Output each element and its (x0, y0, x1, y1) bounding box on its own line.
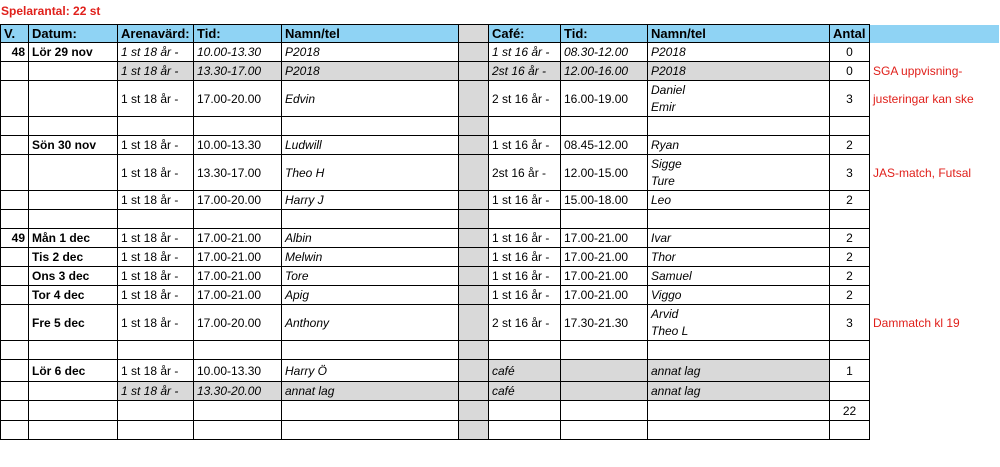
table-row (1, 229, 1000, 248)
date-cell[interactable] (29, 155, 118, 191)
count-cell[interactable]: 2 (830, 248, 870, 267)
note-text: SGA uppvisning- (873, 64, 963, 78)
total-row (1, 401, 1000, 421)
count-cell[interactable]: 1 (830, 360, 870, 382)
date-cell[interactable]: Fre 5 dec (29, 305, 118, 341)
name-cell[interactable]: Theo H (282, 155, 459, 191)
separator-cell[interactable] (459, 421, 489, 440)
cafe-name-line: Emir (651, 99, 676, 114)
week-cell[interactable] (1, 360, 29, 382)
count-cell[interactable]: 2 (830, 267, 870, 286)
cafe-time-cell[interactable]: 12.00-15.00 (561, 155, 648, 191)
arena-cell[interactable]: 1 st 18 år - (118, 267, 194, 286)
cafe-cell[interactable]: 2 st 16 år - (489, 81, 561, 117)
cafe-cell[interactable]: 1 st 16 år - (489, 267, 561, 286)
cafe-name-cell[interactable] (648, 155, 830, 191)
header-cafe[interactable]: Café: (489, 25, 561, 43)
cafe-cell[interactable]: 1 st 16 år - (489, 43, 561, 62)
table-row (1, 382, 1000, 401)
time-cell[interactable]: 17.00-21.00 (194, 267, 282, 286)
cafe-name-line: Theo L (651, 323, 689, 338)
cafe-name-line: Sigge (651, 156, 682, 171)
cafe-cell[interactable]: 1 st 16 år - (489, 191, 561, 210)
cafe-name-line: Ture (651, 173, 675, 188)
cafe-time-cell[interactable]: 17.00-21.00 (561, 267, 648, 286)
header-antal[interactable]: Antal (830, 25, 870, 43)
cafe-name-cell[interactable]: Samuel (648, 267, 830, 286)
cafe-cell[interactable]: 2st 16 år - (489, 62, 561, 81)
date-cell[interactable]: Ons 3 dec (29, 267, 118, 286)
week-cell[interactable] (1, 136, 29, 155)
cafe-name-cell[interactable] (648, 81, 830, 117)
header-namn-arena[interactable]: Namn/tel (282, 25, 459, 43)
cafe-time-cell[interactable]: 17.30-21.30 (561, 305, 648, 341)
time-cell[interactable]: 17.00-21.00 (194, 286, 282, 305)
date-cell[interactable] (29, 191, 118, 210)
time-cell[interactable]: 10.00-13.30 (194, 43, 282, 62)
separator-cell[interactable] (459, 401, 489, 421)
week-cell[interactable]: 48 (1, 43, 29, 62)
header-tid-arena[interactable]: Tid: (194, 25, 282, 43)
separator-cell[interactable] (459, 25, 489, 43)
table-row (1, 360, 1000, 382)
separator-cell[interactable] (459, 62, 489, 81)
separator-cell[interactable] (459, 117, 489, 136)
note-text: Dammatch kl 19 (873, 315, 960, 330)
date-cell[interactable]: Tis 2 dec (29, 248, 118, 267)
name-cell[interactable]: Ludwill (282, 136, 459, 155)
time-cell[interactable]: 17.00-20.00 (194, 305, 282, 341)
name-cell[interactable]: Apig (282, 286, 459, 305)
arena-cell[interactable]: 1 st 18 år - (118, 136, 194, 155)
count-cell[interactable] (830, 382, 870, 401)
cafe-cell[interactable]: 1 st 16 år - (489, 248, 561, 267)
cafe-cell[interactable]: 1 st 16 år - (489, 136, 561, 155)
time-cell[interactable]: 13.30-17.00 (194, 62, 282, 81)
cafe-time-cell[interactable]: 08.45-12.00 (561, 136, 648, 155)
separator-cell[interactable] (459, 286, 489, 305)
count-cell[interactable]: 2 (830, 136, 870, 155)
cafe-name-cell[interactable]: annat lag (648, 360, 830, 382)
name-cell[interactable]: Harry Ö (282, 360, 459, 382)
name-cell[interactable]: Anthony (282, 305, 459, 341)
week-cell[interactable] (1, 81, 29, 117)
cafe-cell[interactable]: 2 st 16 år - (489, 305, 561, 341)
table-row (1, 248, 1000, 267)
count-cell[interactable]: 0 (830, 43, 870, 62)
cafe-name-cell[interactable]: Viggo (648, 286, 830, 305)
date-cell[interactable] (29, 81, 118, 117)
schedule-table (0, 24, 1000, 440)
table-row (1, 286, 1000, 305)
name-cell[interactable]: Tore (282, 267, 459, 286)
date-cell[interactable]: Lör 6 dec (29, 360, 118, 382)
week-cell[interactable] (1, 248, 29, 267)
arena-cell[interactable]: 1 st 18 år - (118, 305, 194, 341)
week-cell[interactable] (1, 286, 29, 305)
total-count-cell[interactable]: 22 (830, 401, 870, 421)
week-cell[interactable] (1, 305, 29, 341)
cafe-cell[interactable]: café (489, 382, 561, 401)
separator-cell[interactable] (459, 341, 489, 360)
date-cell[interactable]: Lör 29 nov (29, 43, 118, 62)
name-cell[interactable]: Melwin (282, 248, 459, 267)
cafe-name-cell[interactable]: Thor (648, 248, 830, 267)
week-cell[interactable] (1, 62, 29, 81)
header-datum[interactable]: Datum: (29, 25, 118, 43)
arena-cell[interactable]: 1 st 18 år - (118, 155, 194, 191)
table-row (1, 136, 1000, 155)
blank-row (1, 210, 1000, 229)
separator-cell[interactable] (459, 267, 489, 286)
table-row (1, 155, 1000, 191)
name-cell[interactable]: P2018 (282, 62, 459, 81)
table-row (1, 191, 1000, 210)
time-cell[interactable]: 13.30-20.00 (194, 382, 282, 401)
week-cell[interactable] (1, 155, 29, 191)
separator-cell[interactable] (459, 155, 489, 191)
cafe-name-cell[interactable]: P2018 (648, 43, 830, 62)
name-cell[interactable]: P2018 (282, 43, 459, 62)
cafe-cell[interactable]: 2st 16 år - (489, 155, 561, 191)
cafe-name-cell[interactable]: Ryan (648, 136, 830, 155)
cafe-time-cell[interactable]: 15.00-18.00 (561, 191, 648, 210)
table-row (1, 62, 1000, 81)
separator-cell[interactable] (459, 210, 489, 229)
week-cell[interactable] (1, 191, 29, 210)
cafe-time-cell[interactable] (561, 360, 648, 382)
table-row (1, 43, 1000, 62)
week-cell[interactable] (1, 267, 29, 286)
name-cell[interactable]: Harry J (282, 191, 459, 210)
date-cell[interactable] (29, 382, 118, 401)
cafe-time-cell[interactable]: 17.00-21.00 (561, 229, 648, 248)
time-cell[interactable]: 17.00-20.00 (194, 81, 282, 117)
time-cell[interactable]: 10.00-13.30 (194, 136, 282, 155)
separator-cell[interactable] (459, 382, 489, 401)
cafe-cell[interactable]: 1 st 16 år - (489, 286, 561, 305)
separator-cell[interactable] (459, 305, 489, 341)
cafe-name-line: Daniel (651, 82, 686, 97)
week-cell[interactable] (1, 382, 29, 401)
name-cell[interactable]: Edvin (282, 81, 459, 117)
arena-cell[interactable]: 1 st 18 år - (118, 191, 194, 210)
header-arenavard[interactable]: Arenavärd: (118, 25, 194, 43)
player-count-title: Spelarantal: 22 st (1, 4, 101, 18)
count-cell[interactable]: 2 (830, 191, 870, 210)
cafe-cell[interactable]: café (489, 360, 561, 382)
cafe-time-cell[interactable]: 17.00-21.00 (561, 248, 648, 267)
arena-cell[interactable]: 1 st 18 år - (118, 62, 194, 81)
date-cell[interactable]: Sön 30 nov (29, 136, 118, 155)
arena-cell[interactable]: 1 st 18 år - (118, 286, 194, 305)
time-cell[interactable]: 17.00-20.00 (194, 191, 282, 210)
cafe-time-cell[interactable] (561, 382, 648, 401)
week-cell[interactable]: 49 (1, 229, 29, 248)
arena-cell[interactable]: 1 st 18 år - (118, 248, 194, 267)
blank-row (1, 421, 1000, 440)
arena-cell[interactable]: 1 st 18 år - (118, 360, 194, 382)
table-row (1, 81, 1000, 117)
cafe-name-cell[interactable]: annat lag (648, 382, 830, 401)
arena-cell[interactable]: 1 st 18 år - (118, 81, 194, 117)
note-text: JAS-match, Futsal (873, 165, 972, 180)
table-row (1, 267, 1000, 286)
separator-cell[interactable] (459, 81, 489, 117)
date-cell[interactable] (29, 62, 118, 81)
header-namn-cafe[interactable]: Namn/tel (648, 25, 830, 43)
cafe-name-line: Arvid (651, 306, 679, 321)
cafe-name-cell[interactable] (648, 305, 830, 341)
separator-cell[interactable] (459, 191, 489, 210)
time-cell[interactable]: 13.30-17.00 (194, 155, 282, 191)
separator-cell[interactable] (459, 360, 489, 382)
date-cell[interactable]: Mån 1 dec (29, 229, 118, 248)
separator-cell[interactable] (459, 43, 489, 62)
cafe-time-cell[interactable]: 08.30-12.00 (561, 43, 648, 62)
cafe-time-cell[interactable]: 16.00-19.00 (561, 81, 648, 117)
blank-row (1, 117, 1000, 136)
cafe-time-cell[interactable]: 17.00-21.00 (561, 286, 648, 305)
note-text: justeringar kan ske (873, 91, 974, 106)
count-cell[interactable]: 3 (830, 305, 870, 341)
arena-cell[interactable]: 1 st 18 år - (118, 229, 194, 248)
separator-cell[interactable] (459, 229, 489, 248)
header-tid-cafe[interactable]: Tid: (561, 25, 648, 43)
count-cell[interactable]: 0 (830, 62, 870, 81)
separator-cell[interactable] (459, 136, 489, 155)
count-cell[interactable]: 2 (830, 286, 870, 305)
time-cell[interactable]: 17.00-21.00 (194, 248, 282, 267)
count-cell[interactable]: 3 (830, 81, 870, 117)
arena-cell[interactable]: 1 st 18 år - (118, 43, 194, 62)
count-cell[interactable]: 3 (830, 155, 870, 191)
cafe-name-cell[interactable]: Ivar (648, 229, 830, 248)
blank-row (1, 341, 1000, 360)
time-cell[interactable]: 10.00-13.30 (194, 360, 282, 382)
time-cell[interactable]: 17.00-21.00 (194, 229, 282, 248)
name-cell[interactable]: annat lag (282, 382, 459, 401)
cafe-name-cell[interactable]: Leo (648, 191, 830, 210)
header-v[interactable]: V. (1, 25, 29, 43)
separator-cell[interactable] (459, 248, 489, 267)
arena-cell[interactable]: 1 st 18 år - (118, 382, 194, 401)
header-row (1, 25, 1000, 43)
cafe-time-cell[interactable]: 12.00-16.00 (561, 62, 648, 81)
cafe-cell[interactable]: 1 st 16 år - (489, 229, 561, 248)
cafe-name-cell[interactable]: P2018 (648, 62, 830, 81)
name-cell[interactable]: Albin (282, 229, 459, 248)
date-cell[interactable]: Tor 4 dec (29, 286, 118, 305)
table-row (1, 305, 1000, 341)
count-cell[interactable]: 2 (830, 229, 870, 248)
